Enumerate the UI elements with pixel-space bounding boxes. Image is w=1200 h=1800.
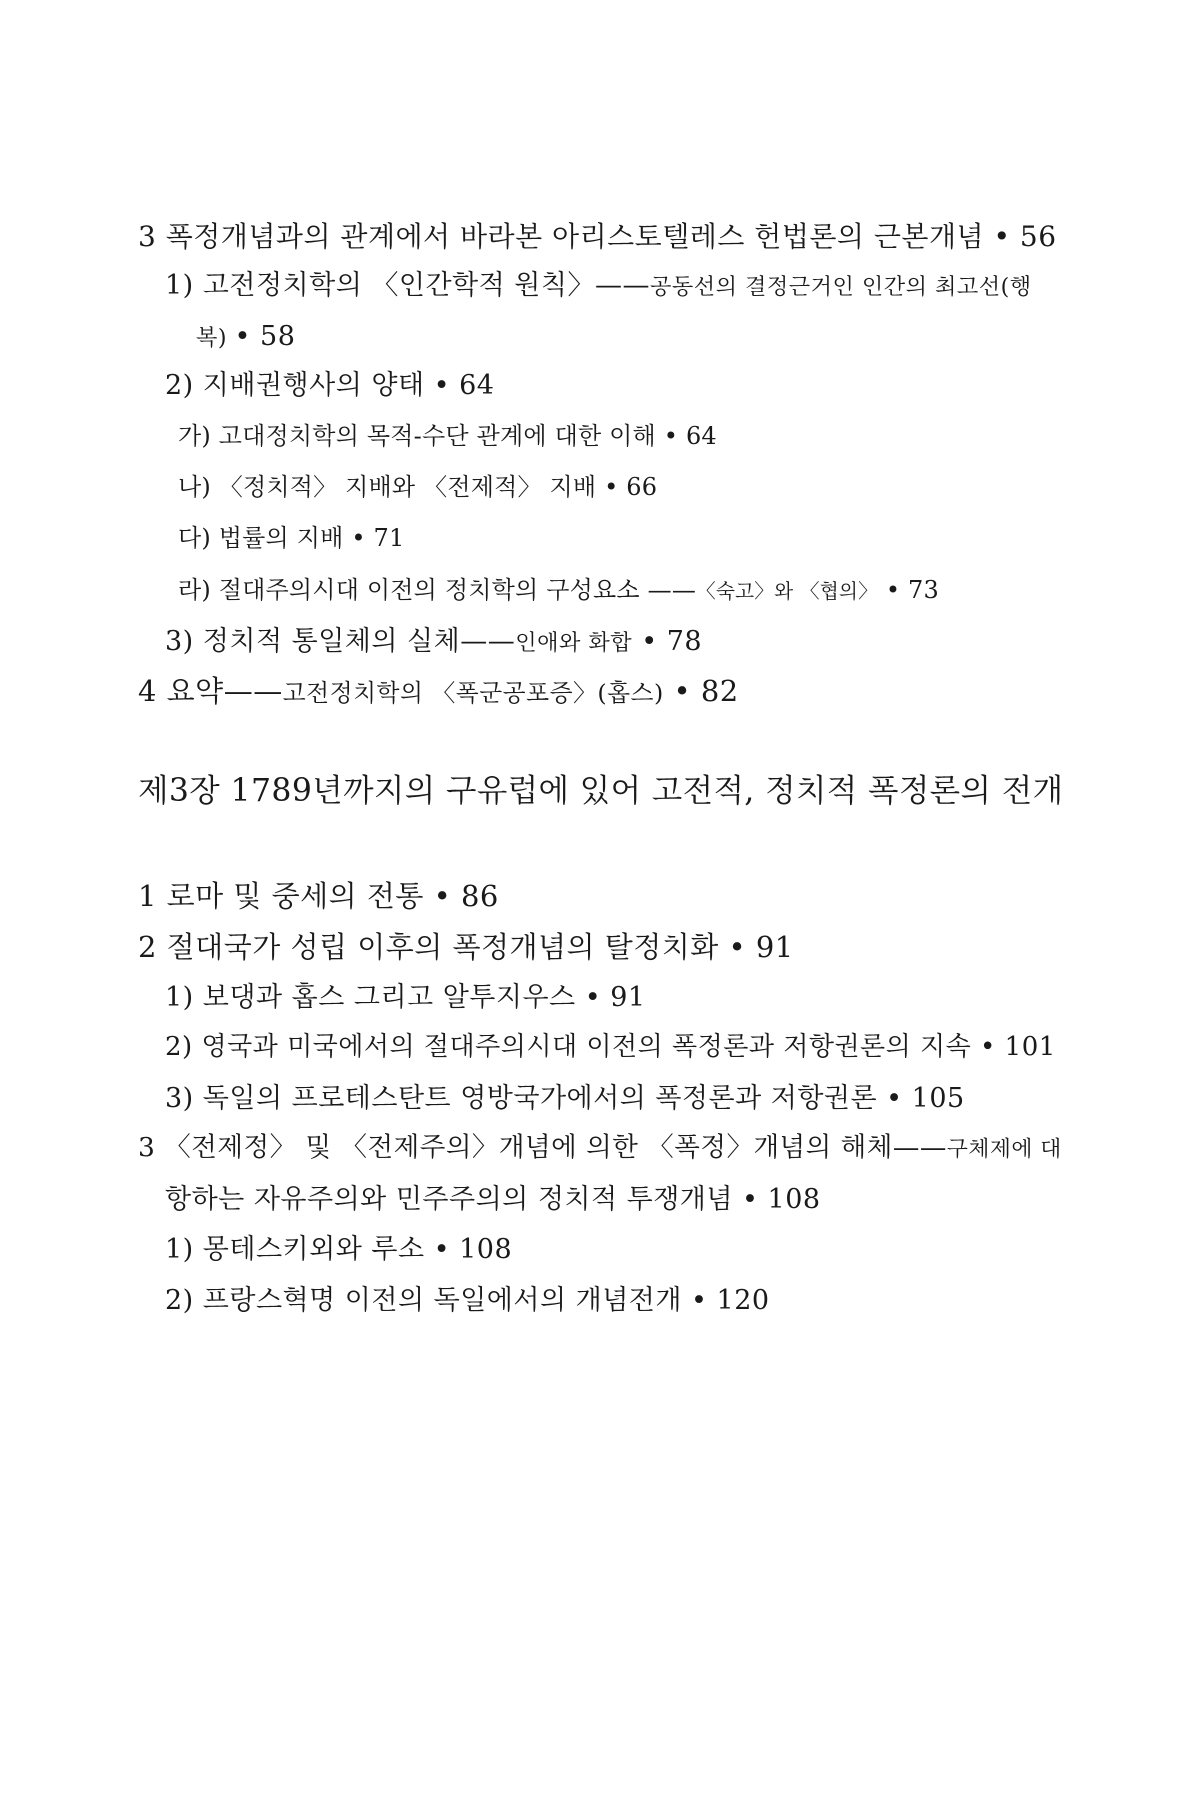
toc-entry[interactable] <box>178 526 404 550</box>
toc-entry[interactable] <box>165 1085 965 1112</box>
entry-text: 2) 지배권행사의 양태 • 64 <box>165 370 495 401</box>
entry-text: 1) 보댕과 홉스 그리고 알투지우스 • 91 <box>165 982 646 1013</box>
toc-entry[interactable] <box>138 674 739 708</box>
entry-text: 1) 고전정치학의 〈인간학적 원칙〉—— <box>165 270 650 301</box>
toc-entry[interactable] <box>165 984 646 1011</box>
entry-text: 1 로마 및 중세의 전통 • 86 <box>138 879 499 913</box>
page-number: • 78 <box>632 626 703 657</box>
toc-entry[interactable] <box>138 220 1057 253</box>
page-number: • 58 <box>234 321 296 352</box>
toc-entry[interactable] <box>165 628 702 655</box>
toc-entry[interactable] <box>138 930 794 964</box>
toc-entry[interactable] <box>178 578 939 602</box>
toc-entry-continuation[interactable] <box>165 1186 821 1213</box>
toc-entry[interactable] <box>138 879 499 913</box>
entry-text: 3 폭정개념과의 관계에서 바라본 아리스토텔레스 헌법론의 근본개념 • 56 <box>138 220 1057 253</box>
entry-text: 2 절대국가 성립 이후의 폭정개념의 탈정치화 • 91 <box>138 930 794 964</box>
entry-subtitle: 공동선의 결정근거인 인간의 최고선(행 <box>649 274 1032 300</box>
toc-entry[interactable] <box>165 1287 770 1314</box>
entry-text: 2) 프랑스혁명 이전의 독일에서의 개념전개 • 120 <box>165 1285 770 1316</box>
entry-subtitle: 〈숙고〉와 〈협의〉 <box>696 580 878 603</box>
page-number: • 82 <box>663 674 739 708</box>
entry-subtitle: 구체제에 대 <box>946 1137 1062 1162</box>
entry-text: 가) 고대정치학의 목적-수단 관계에 대한 이해 • 64 <box>178 422 717 450</box>
chapter-title[interactable]: 제3장 1789년까지의 구유럽에 있어 고전적, 정치적 폭정론의 전개 <box>138 773 1064 809</box>
entry-text: 항하는 자유주의와 민주주의의 정치적 투쟁개념 • 108 <box>165 1184 821 1215</box>
entry-subtitle: 고전정치학의 〈폭군공포증〉(홉스) <box>282 679 664 707</box>
page-number: • 73 <box>878 576 939 604</box>
entry-text: 3) 정치적 통일체의 실체—— <box>165 626 516 657</box>
toc-entry[interactable] <box>165 272 1032 299</box>
toc-entry[interactable] <box>165 1236 512 1263</box>
toc-entry[interactable] <box>178 475 657 499</box>
toc-entry-continuation[interactable] <box>196 323 295 350</box>
toc-entry[interactable] <box>165 1034 1056 1060</box>
entry-text: 다) 법률의 지배 • 71 <box>178 524 405 552</box>
entry-text: 3 〈전제정〉 및 〈전제주의〉개념에 의한 〈폭정〉개념의 해체—— <box>138 1132 947 1163</box>
entry-text: 2) 영국과 미국에서의 절대주의시대 이전의 폭정론과 저항권론의 지속 • 101 <box>165 1032 1056 1062</box>
entry-text: 1) 몽테스키외와 루소 • 108 <box>165 1234 513 1265</box>
entry-text: 4 요약—— <box>138 674 283 708</box>
toc-entry[interactable] <box>165 372 494 399</box>
toc-entry[interactable] <box>178 424 717 448</box>
toc-entry[interactable] <box>138 1132 1062 1163</box>
entry-text: 라) 절대주의시대 이전의 정치학의 구성요소 —— <box>178 576 697 604</box>
entry-subtitle: 복) <box>196 325 235 351</box>
entry-subtitle: 인애와 화합 <box>515 630 633 656</box>
entry-text: 3) 독일의 프로테스탄트 영방국가에서의 폭정론과 저항권론 • 105 <box>165 1083 965 1114</box>
entry-text: 나) 〈정치적〉 지배와 〈전제적〉 지배 • 66 <box>178 473 658 501</box>
